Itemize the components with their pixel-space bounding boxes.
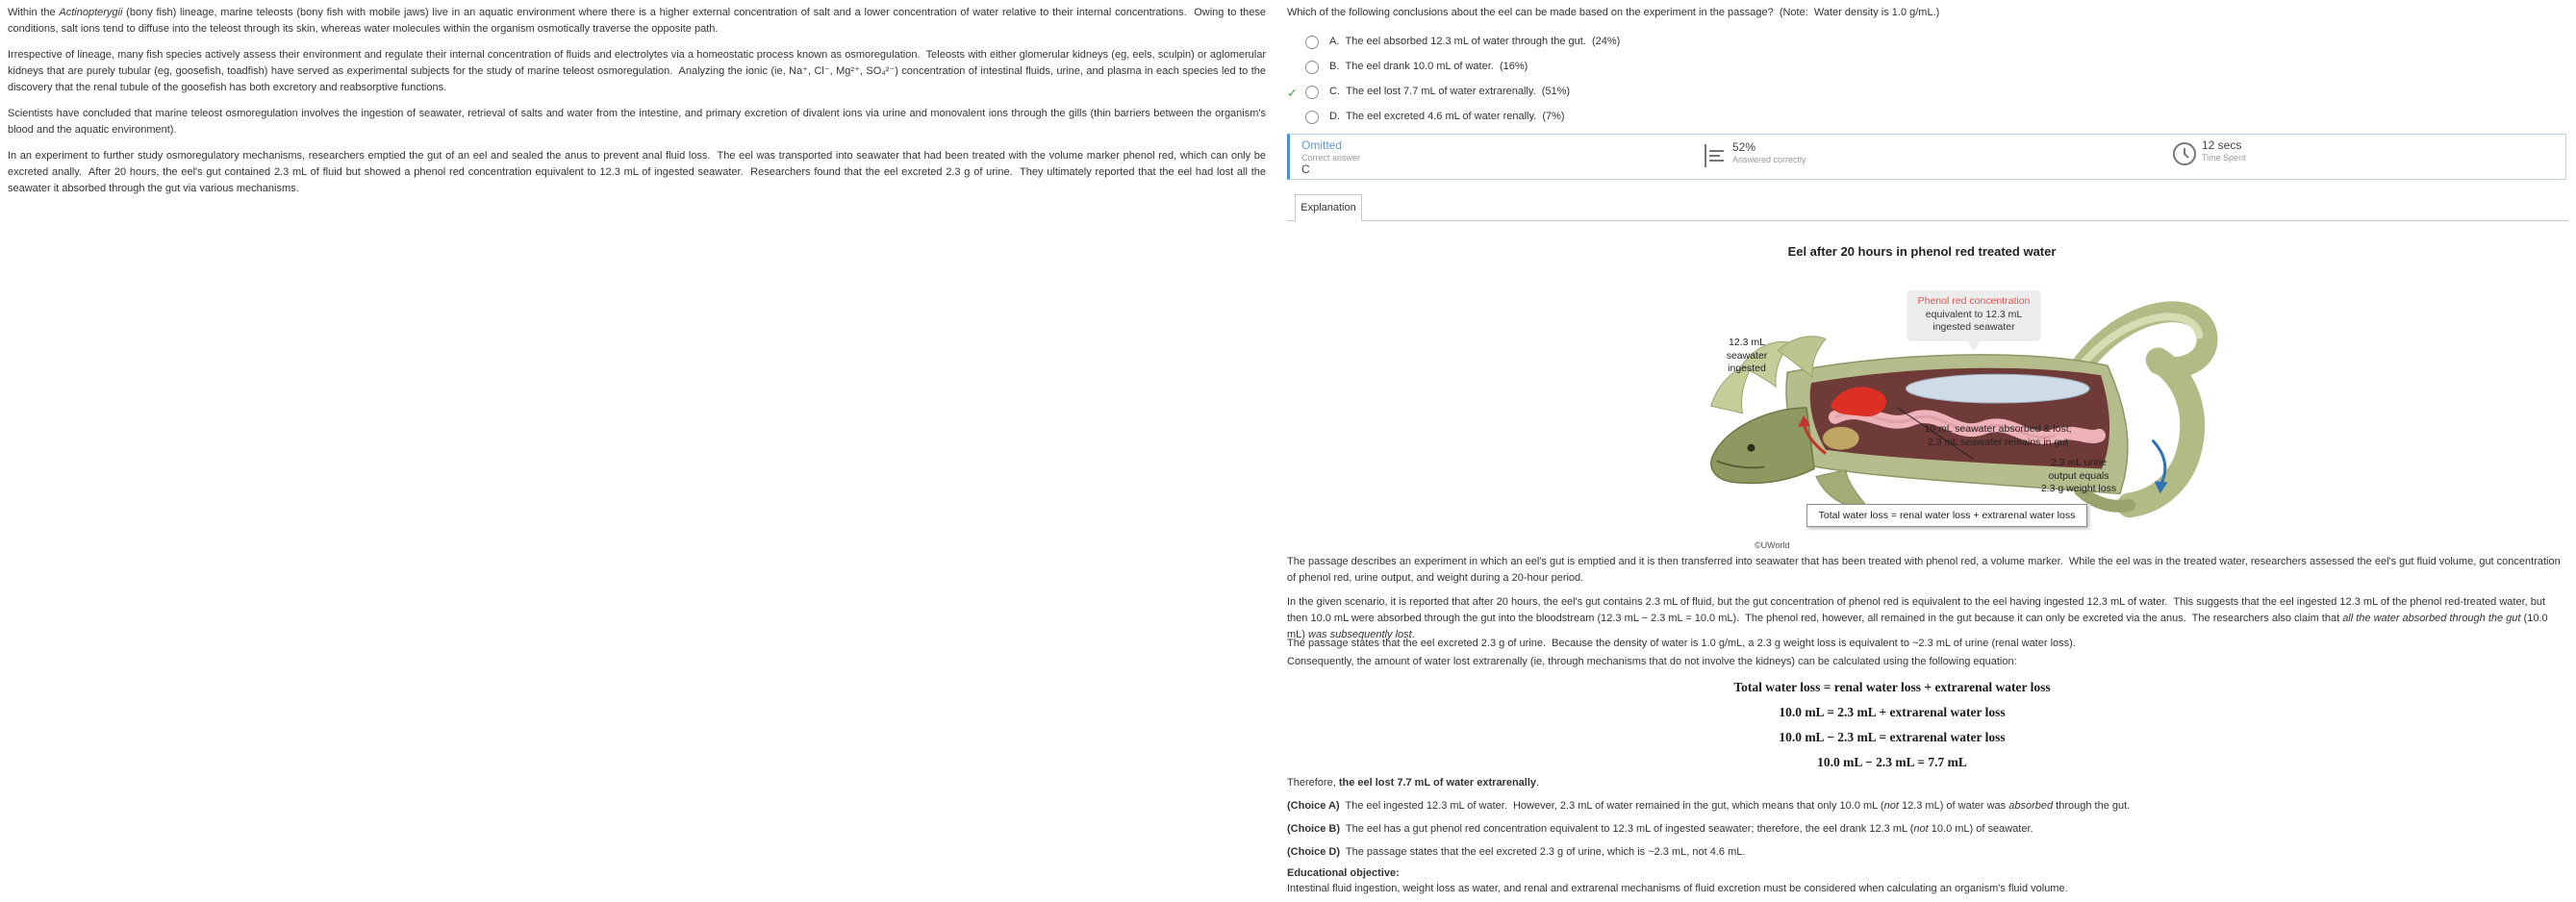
- choice-percentage: (24%): [1591, 36, 1621, 47]
- tab-explanation[interactable]: Explanation: [1295, 194, 1362, 221]
- eel-figure: [1287, 231, 2568, 556]
- callout-line-3: ingested seawater: [1932, 321, 2015, 333]
- choice-a-radio[interactable]: [1305, 36, 1319, 49]
- equation-line-3: 10.0 mL − 2.3 mL = extrarenal water loss: [1779, 730, 2006, 744]
- choice-b[interactable]: [1287, 60, 2566, 79]
- choice-text: The eel excreted 4.6 mL of water renally.: [1346, 111, 1537, 122]
- equation-line-1: Total water loss = renal water loss + extrarenal water loss: [1733, 680, 2051, 694]
- passage-paragraph-4: In an experiment to further study osmoregulatory mechanisms, researchers emptied the gut of an eel and sealed the anus to prevent anal fluid loss. The eel was transported into seawater that had been treated with the volume marker phenol red, which can only be excreted anally. After 20 hours, the eel's gut contained 2.3 mL of fluid but showed a phenol red concentration equivalent to 12.3 mL of ingested seawater. Researchers found that the eel excreted 2.3 g of urine. They ultimately reported that the eel had lost all the seawater it absorbed through the gut via various mechanisms.: [8, 150, 1270, 194]
- choice-percentage: (16%): [1499, 61, 1528, 72]
- clock-icon: [2171, 140, 2198, 170]
- choice-percentage: (7%): [1542, 111, 1565, 122]
- total-water-loss-box: Total water loss = renal water loss + extrarenal water loss: [1806, 504, 2087, 527]
- choice-a-explanation: (Choice A) The eel ingested 12.3 mL of water. However, 2.3 mL of water remained in the gut, which means that only 10.0 mL (not 12.3 mL) of water was absorbed through the gut.: [1287, 800, 2131, 812]
- educational-objective-text: Intestinal fluid ingestion, weight loss as water, and renal and extrarenal mechanisms of fluid excretion must be considered when calculating an organism's fluid volume.: [1287, 883, 2068, 894]
- omitted-status: Omitted: [1301, 138, 1343, 152]
- bar-chart-icon: [1702, 142, 1727, 172]
- callout-line-1: Phenol red concentration: [1917, 295, 2031, 307]
- choice-text: The eel absorbed 12.3 mL of water through the gut.: [1345, 36, 1586, 47]
- answered-correctly-label: Answered correctly: [1732, 155, 1806, 164]
- choice-letter: D.: [1329, 111, 1340, 122]
- passage-paragraph-1: Within the Actinopterygii (bony fish) lineage, marine teleosts (bony fish with mobile jaws) live in an aquatic environment where there is a higher external concentration of salt and a lower concentration of water relative to their internal concentrations. Owing to these conditions, salt ions tend to diffuse into the teleost through its skin, whereas water molecules within the organism osmotically traverse the opposite path.: [8, 7, 1270, 35]
- phenol-red-callout: [1907, 290, 2040, 339]
- passage-paragraph-2: Irrespective of lineage, many fish species actively assess their environment and regulate their internal concentration of fluids and electrolytes via a homeostatic process known as osmoregulation. Teleosts with either glomerular kidneys (eg, eels, sculpin) or aglomerular kidneys that are purely tubular (eg, goosefish, toadfish) have served as experimental subjects for the study of marine teleost osmoregulation. Analyzing the ionic (ie, Na⁺, Cl⁻, Mg²⁺, SO₄²⁻) concentration of intestinal fluids, urine, and plasma in each species led to the discovery that the renal tubule of the goosefish has both excretory and reabsorptive functions.: [8, 49, 1270, 93]
- callout-line-2: equivalent to 12.3 mL: [1925, 308, 2023, 320]
- choice-a[interactable]: [1287, 35, 2566, 54]
- educational-objective-label: Educational objective:: [1287, 867, 1400, 879]
- correct-checkmark-icon: ✓: [1287, 86, 1298, 100]
- choice-d-explanation: (Choice D) The passage states that the eel excreted 2.3 g of urine, which is ~2.3 mL, not 4.6 mL.: [1287, 846, 1746, 858]
- time-spent-label: Time Spent: [2202, 153, 2246, 163]
- equation-line-4: 10.0 mL − 2.3 mL = 7.7 mL: [1817, 755, 1967, 769]
- correct-answer-label: Correct answer: [1301, 153, 1361, 163]
- choice-letter: A.: [1329, 36, 1340, 47]
- equation-block: [1287, 675, 2497, 775]
- choice-c[interactable]: [1287, 85, 2566, 104]
- urine-label: 2.3 mL urine output equals 2.3 g weight loss: [2040, 457, 2117, 494]
- time-spent-value: 12 secs: [2202, 138, 2242, 152]
- choice-d[interactable]: [1287, 110, 2566, 129]
- choice-c-radio[interactable]: [1305, 86, 1319, 99]
- explanation-paragraph-2: In the given scenario, it is reported that after 20 hours, the eel's gut contains 2.3 mL of fluid, but the gut concentration of phenol red is equivalent to the eel having ingested 12.3 mL of water. This suggests that the eel ingested 12.3 mL of the phenol red-treated water, but then 10.0 mL were absorbed through the gut into the bloodstream (12.3 mL − 2.3 mL = 10.0 mL). The phenol red, however, all remained in the gut because it can only be excreted via the anus. The researchers also claim that all the water absorbed through the gut (10.0 mL) was subsequently lost.: [1287, 596, 2551, 640]
- choice-b-explanation: (Choice B) The eel has a gut phenol red concentration equivalent to 12.3 mL of ingested seawater; therefore, the eel drank 12.3 mL (not 10.0 mL) of seawater.: [1287, 823, 2033, 835]
- explanation-paragraph-4: Consequently, the amount of water lost extrarenally (ie, through mechanisms that do not involve the kidneys) can be calculated using the following equation:: [1287, 656, 2017, 667]
- choice-text: The eel lost 7.7 mL of water extrarenally.: [1346, 86, 1536, 97]
- question-panel: [1287, 0, 2568, 902]
- passage-paragraph-3: Scientists have concluded that marine teleost osmoregulation involves the ingestion of seawater, retrieval of salts and water from the intestine, and primary excretion of divalent ions via urine and monovalent ions through the gills (thin barriers between the organism's blood and the aquatic environment).: [8, 108, 1270, 136]
- question-text: Which of the following conclusions about the eel can be made based on the experiment in the passage? (Note: Water density is 1.0 g/mL.): [1287, 7, 1940, 18]
- results-bar: [1287, 134, 2566, 180]
- uworld-credit: ©UWorld: [1755, 540, 1790, 550]
- percent-correct: 52%: [1732, 140, 1756, 154]
- absorbed-label: 10 mL seawater absorbed & lost; 2.3 mL seawater remains in gut: [1924, 423, 2072, 448]
- figure-title: Eel after 20 hours in phenol red treated water: [1787, 244, 2057, 259]
- explanation-paragraph-3: The passage states that the eel excreted 2.3 g of urine. Because the density of water is 1.0 g/mL, a 2.3 g weight loss is equivalent to ~2.3 mL of urine (renal water loss).: [1287, 638, 2076, 649]
- passage-panel: [8, 5, 1270, 207]
- ingested-label: 12.3 mL seawater ingested: [1726, 337, 1768, 374]
- equation-line-2: 10.0 mL = 2.3 mL + extrarenal water loss: [1779, 705, 2006, 719]
- choice-text: The eel drank 10.0 mL of water.: [1345, 61, 1494, 72]
- therefore-line: Therefore, the eel lost 7.7 mL of water extrarenally.: [1287, 777, 1540, 789]
- choice-letter: C.: [1329, 86, 1340, 97]
- choice-b-radio[interactable]: [1305, 61, 1319, 74]
- choice-letter: B.: [1329, 61, 1340, 72]
- correct-answer-value: C: [1301, 163, 1310, 176]
- tab-divider: [1287, 220, 2568, 221]
- choice-percentage: (51%): [1541, 86, 1571, 97]
- choice-d-radio[interactable]: [1305, 111, 1319, 124]
- explanation-paragraph-1: The passage describes an experiment in which an eel's gut is emptied and it is then transferred into seawater that has been treated with phenol red, a volume marker. While the eel was in the treated water, researchers assessed the eel's gut fluid volume, gut concentration of phenol red, urine output, and weight during a 20-hour period.: [1287, 556, 2563, 584]
